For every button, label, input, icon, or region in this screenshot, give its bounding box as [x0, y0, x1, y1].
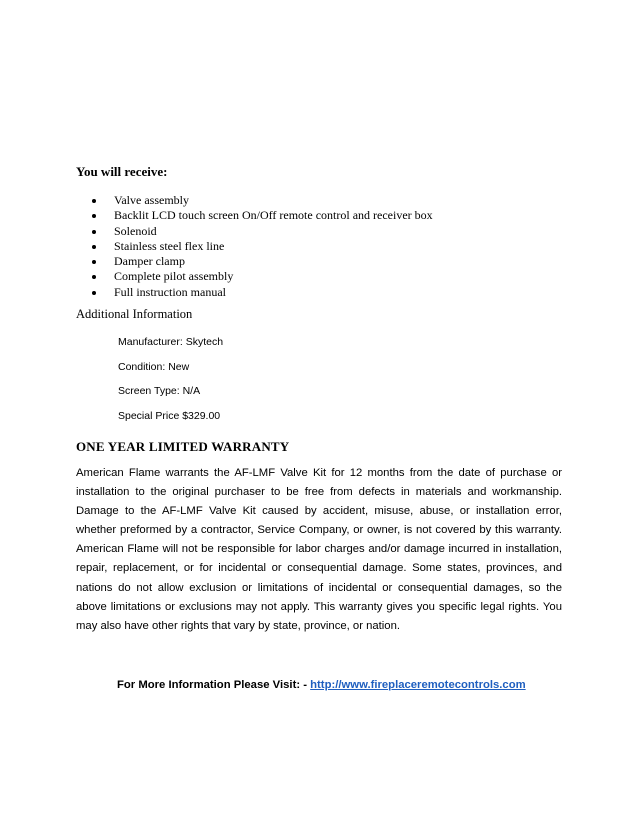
bullet-icon	[92, 275, 96, 279]
spec-list	[118, 335, 223, 434]
bullet-icon	[92, 230, 96, 234]
warranty-body: American Flame warrants the AF-LMF Valve Kit for 12 months from the date of purchase or installation to the original purchaser to be free from defects in materials and workmanship. Damage to the AF-LMF Valve Kit caused by accident, misuse, abuse, or installation error, whether preformed by a contractor, Service Company, or owner, is not covered by this warranty. American Flame will not be responsible for labor charges and/or damage incurred in installation, repair, replacement, or for incidental or consequential damage. Some states, provinces, and nations do not allow exclusion or limitations of incidental or consequential damages, so the above limitations or exclusions may not apply. This warranty gives you specific legal rights. You may also have other rights that vary by state, province, or nation.	[76, 467, 562, 632]
list-item	[88, 224, 433, 239]
list-item-text: Stainless steel flex line	[114, 238, 225, 253]
list-item	[88, 254, 433, 269]
additional-info-heading: Additional Information	[76, 307, 193, 321]
bullet-icon	[92, 291, 96, 295]
bullet-icon	[92, 245, 96, 249]
warranty-heading: ONE YEAR LIMITED WARRANTY	[76, 439, 290, 454]
list-item-text: Full instruction manual	[114, 284, 226, 299]
list-item	[88, 269, 433, 284]
footer-prefix: For More Information Please Visit: -	[117, 679, 311, 691]
spec-condition: Condition: New	[118, 360, 190, 373]
bullet-icon	[92, 260, 96, 264]
bullet-icon	[92, 214, 96, 218]
list-item-text: Valve assembly	[114, 193, 189, 207]
receive-list	[88, 193, 433, 300]
list-item-text: Solenoid	[114, 223, 157, 238]
receive-heading: You will receive:	[76, 164, 168, 179]
spec-price: Special Price $329.00	[118, 410, 221, 423]
list-item	[88, 239, 433, 254]
list-item-text: Damper clamp	[114, 254, 185, 269]
list-item	[88, 285, 433, 300]
list-item	[88, 193, 433, 208]
spec-screen-type: Screen Type: N/A	[118, 385, 201, 398]
list-item	[88, 208, 433, 223]
spec-manufacturer: Manufacturer: Skytech	[118, 336, 224, 348]
footer-visit-line	[117, 679, 526, 691]
list-item-text: Backlit LCD touch screen On/Off remote control and receiver box	[114, 208, 433, 223]
website-link[interactable]: http://www.fireplaceremotecontrols.com	[310, 679, 526, 691]
bullet-icon	[92, 199, 96, 203]
list-item-text: Complete pilot assembly	[114, 269, 234, 284]
